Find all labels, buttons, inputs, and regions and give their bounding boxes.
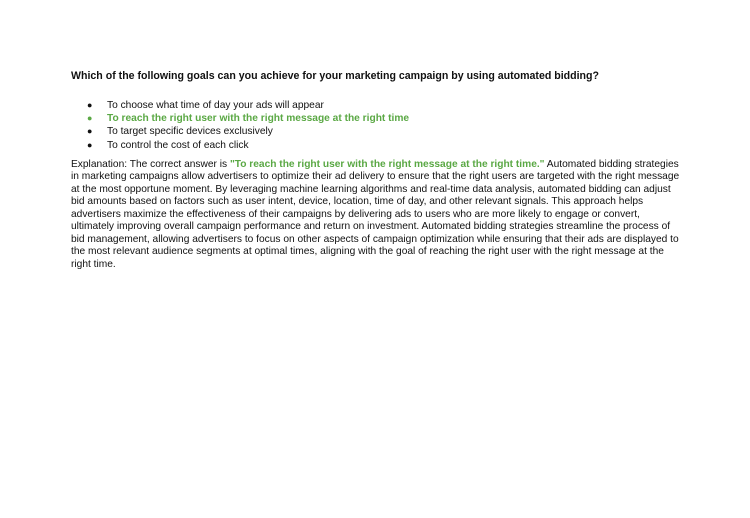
explanation-paragraph	[71, 159, 683, 271]
bullet-icon: ●	[87, 126, 93, 137]
explanation-prefix: Explanation: The correct answer is	[71, 159, 230, 170]
answer-options-list	[71, 99, 409, 152]
answer-option-correct	[71, 112, 409, 125]
question-text: Which of the following goals can you achieve for your marketing campaign by using automated bidding?	[71, 70, 599, 82]
bullet-icon: ●	[87, 100, 93, 110]
bullet-icon: ●	[87, 113, 93, 124]
answer-option-text: To reach the right user with the right message at the right time	[107, 113, 410, 125]
explanation-body: Automated bidding strategies in marketing campaigns allow advertisers to optimize their ad delivery to ensure that the right users are targeted with the right message at the most opportune moment. By leveraging machine learning algorithms and real-time data analysis, automated bidding can adjust bid amounts based on factors such as user intent, device, location, time of day, and other relevant signals. This approach helps advertisers maximize the effectiveness of their campaigns by delivering ads to users who are more likely to engage or convert, ultimately improving overall campaign performance and return on investment. Automated bidding strategies streamline the process of bid management, allowing advertisers to focus on other aspects of campaign optimization while ensuring that their ads are displayed to the most relevant audience segments at optimal times, aligning with the goal of reaching the right user with the right message at the right time.	[71, 159, 680, 270]
answer-option	[71, 125, 409, 138]
answer-option-text: To choose what time of day your ads will appear	[107, 100, 324, 111]
answer-option-text: To control the cost of each click	[107, 139, 249, 151]
answer-option	[71, 139, 409, 152]
answer-option-text: To target specific devices exclusively	[107, 126, 273, 138]
explanation-correct-answer: "To reach the right user with the right message at the right time."	[229, 159, 545, 170]
bullet-icon: ●	[87, 139, 93, 150]
answer-option	[71, 99, 409, 112]
